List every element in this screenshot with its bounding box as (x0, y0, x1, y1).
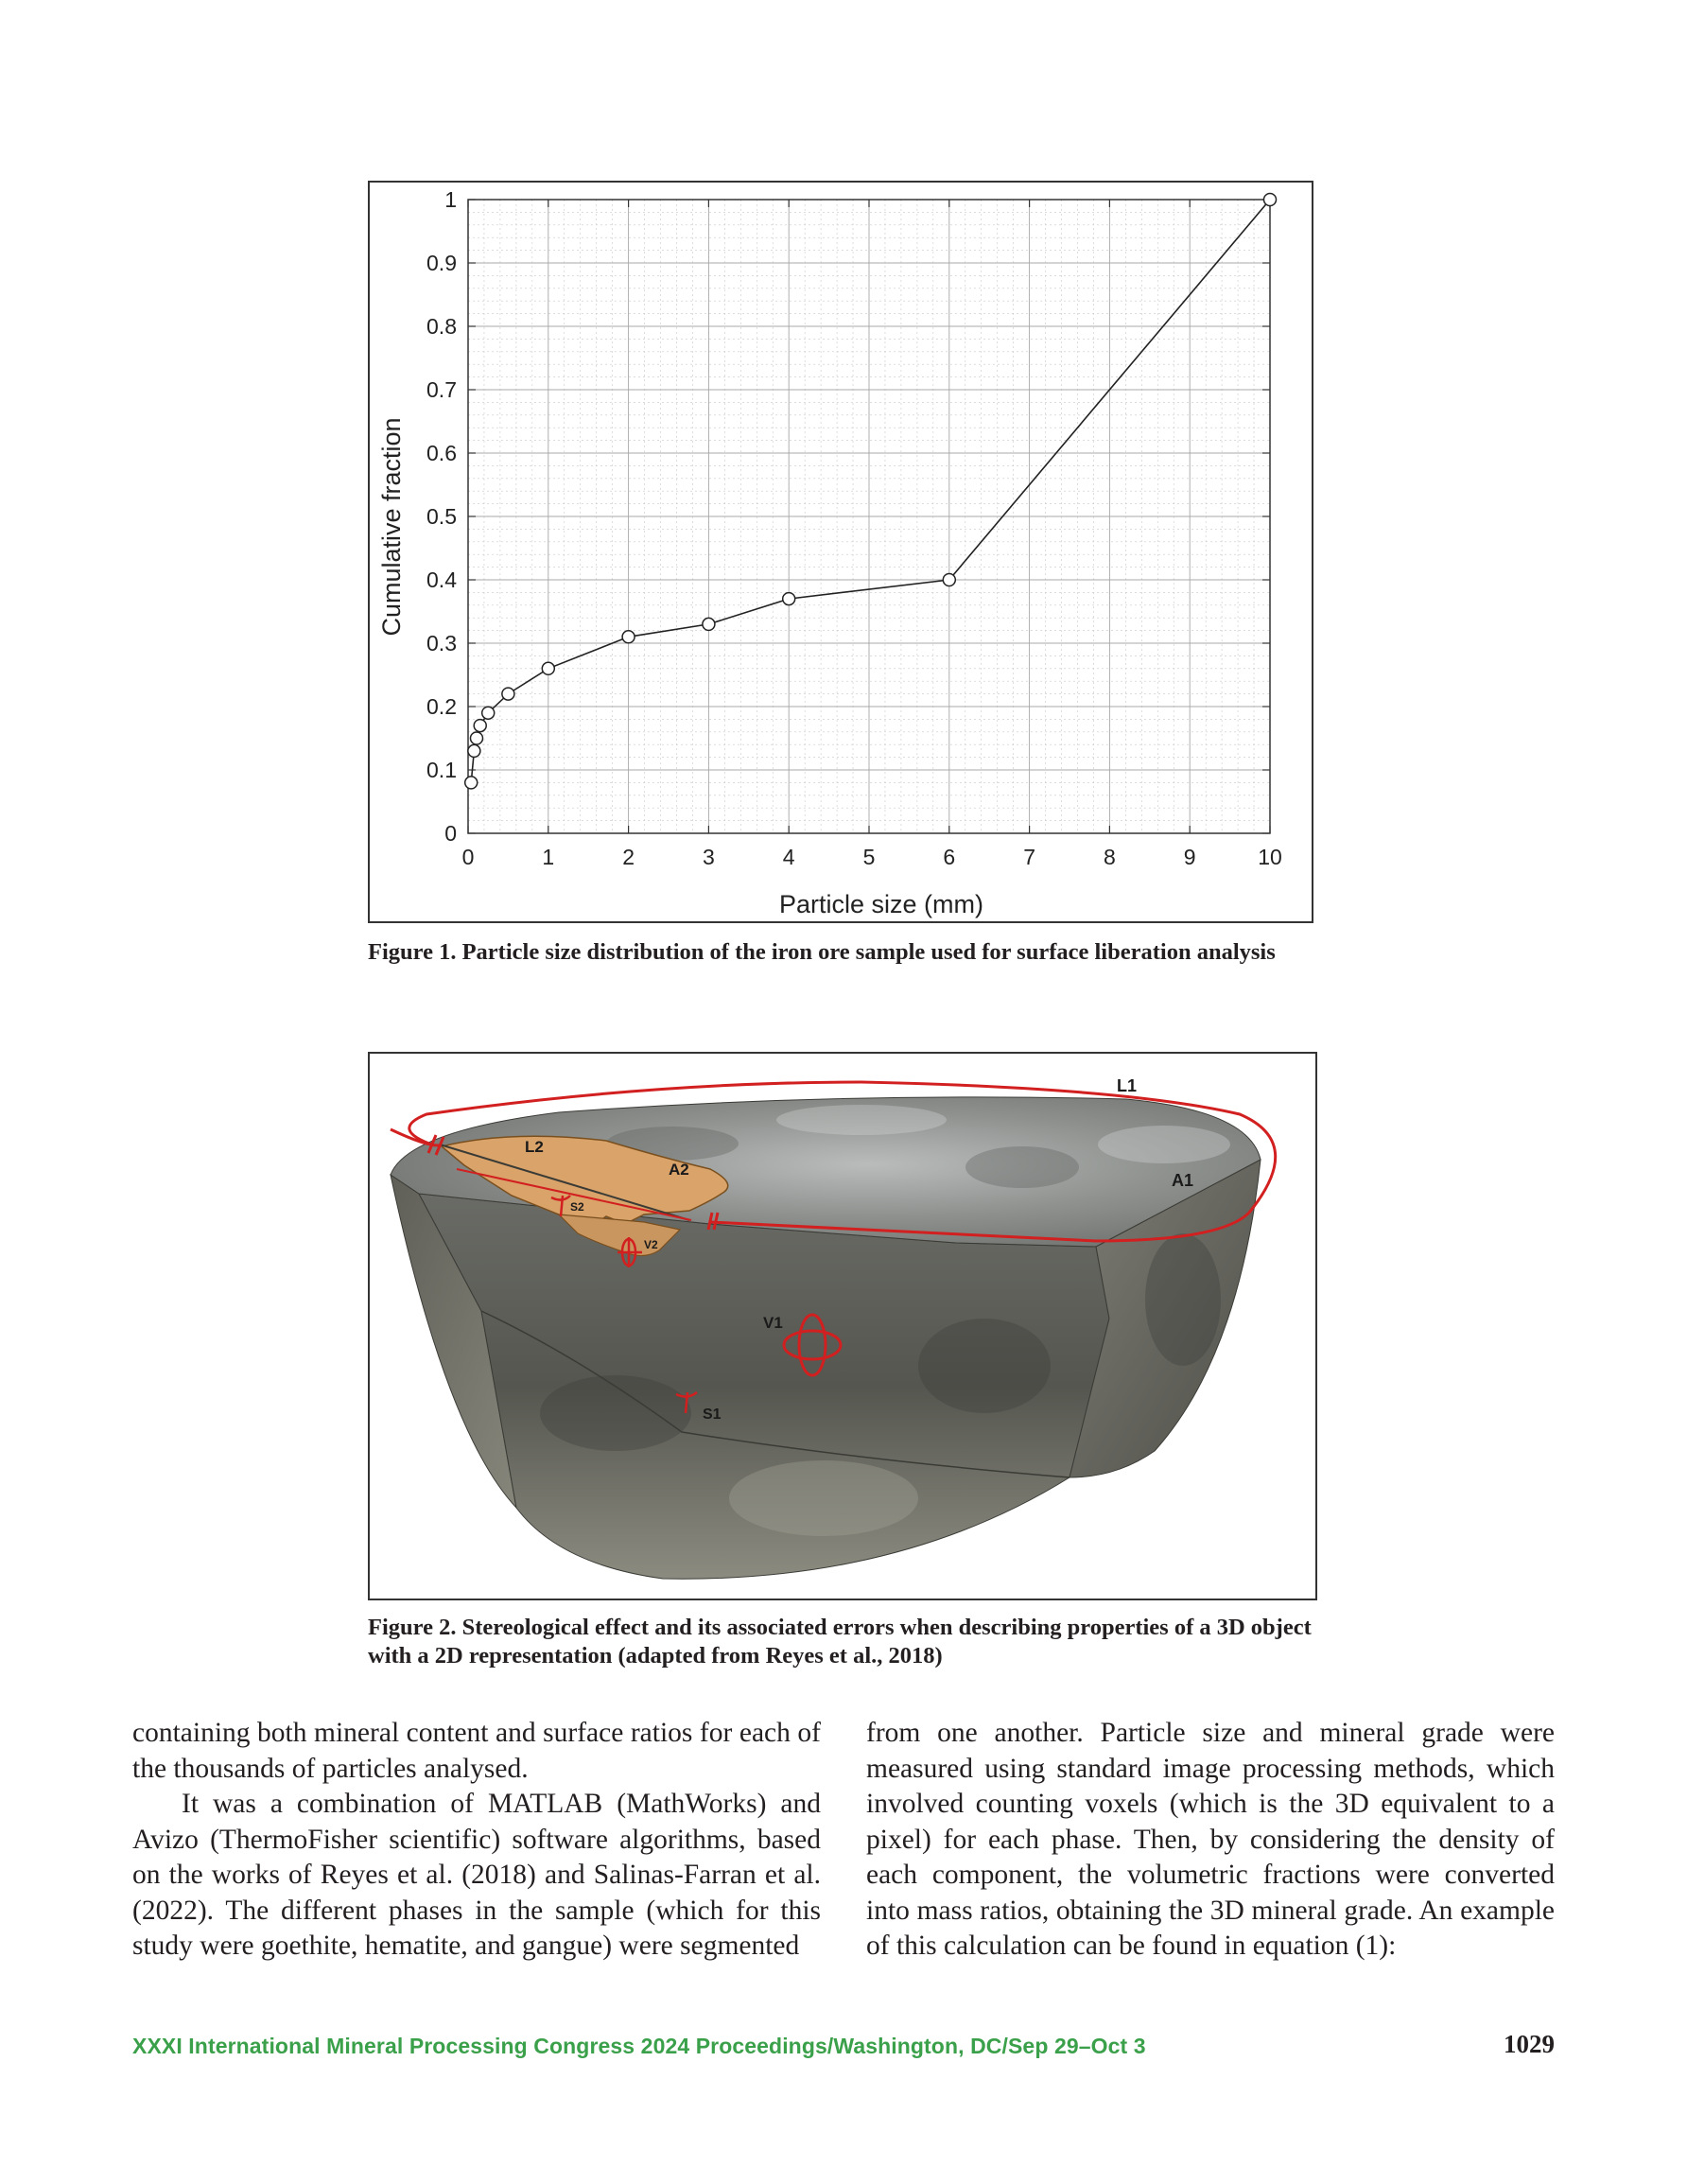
label-v2: V2 (644, 1238, 658, 1251)
data-point (468, 744, 480, 757)
x-tick-label: 8 (1104, 845, 1116, 869)
figure-2-illustration (368, 1052, 1317, 1600)
label-v1: V1 (763, 1314, 783, 1332)
data-point (470, 732, 482, 744)
figure-1-caption: Figure 1. Particle size distribution of the iron ore sample used for surface liberation analysis (368, 939, 1276, 965)
body-paragraph: containing both mineral content and surface ratios for each of the thousands of particles analysed. (132, 1718, 821, 1784)
y-tick-label: 0.6 (426, 441, 457, 465)
data-point (482, 707, 495, 719)
data-point (703, 618, 715, 630)
label-a2: A2 (669, 1161, 689, 1179)
footer-proceedings-title: XXXI International Mineral Processing Congress 2024 Proceedings/Washington, DC/Sep 29–Oct 3 (132, 2034, 1146, 2058)
y-tick-label: 0.1 (426, 758, 457, 782)
y-axis-label: Cumulative fraction (377, 417, 406, 637)
data-point (1264, 194, 1277, 206)
y-tick-label: 0.4 (426, 568, 457, 592)
x-tick-label: 6 (943, 845, 956, 869)
body-paragraph: from one another. Particle size and mineral grade were measured using standard image processing methods, which involved counting voxels (which is the 3D equivalent to a pixel) for each phase. Then, by considering the density of each component, the volumetric fractions were converted into mass ratios, obtaining the 3D mineral grade. An example of this calculation can be found in equation (1): (866, 1718, 1555, 1961)
y-tick-label: 0 (444, 821, 457, 846)
x-tick-label: 0 (461, 845, 475, 869)
y-tick-label: 0.2 (426, 694, 457, 719)
label-s1: S1 (703, 1406, 722, 1423)
body-left-column (132, 1716, 821, 1965)
data-point (465, 777, 478, 789)
x-tick-label: 5 (862, 845, 876, 869)
data-point (542, 662, 554, 674)
data-point (783, 593, 795, 605)
y-tick-label: 0.7 (426, 377, 457, 402)
y-tick-labels (426, 187, 457, 846)
data-point (622, 631, 635, 643)
y-tick-label: 0.8 (426, 314, 457, 339)
label-s2: S2 (570, 1200, 584, 1214)
chart-svg (370, 183, 1315, 925)
data-point (474, 720, 486, 732)
figure-2-caption: Figure 2. Stereological effect and its associated errors when describing properties of a 3D object with a 2D representation (adapted from Reyes et al., 2018) (368, 1615, 1312, 1669)
stereology-diagram (370, 1054, 1317, 1600)
x-tick-labels (462, 845, 1282, 869)
x-tick-label: 7 (1023, 845, 1035, 869)
x-tick-label: 3 (703, 845, 715, 869)
figure-1-chart (368, 181, 1313, 923)
y-tick-label: 0.9 (426, 251, 457, 275)
major-grid (468, 200, 1270, 833)
x-tick-label: 9 (1183, 845, 1196, 869)
label-l2: L2 (525, 1138, 544, 1156)
page-number: 1029 (1504, 2030, 1555, 2058)
x-axis-label: Particle size (mm) (778, 890, 984, 918)
data-point (943, 574, 955, 586)
data-point (502, 688, 514, 700)
x-tick-label: 2 (622, 845, 635, 869)
x-tick-label: 4 (782, 845, 795, 869)
label-l1: L1 (1117, 1076, 1138, 1095)
label-a1: A1 (1172, 1171, 1194, 1190)
body-paragraph: It was a combination of MATLAB (MathWorks) and Avizo (ThermoFisher scientific) software algorithms, based on the works of Reyes et al. (2018) and Salinas-Farran et al. (2022). The different phases in the sample (which for this study were goethite, hematite, and gangue) were segmented (132, 1789, 821, 1961)
y-tick-label: 0.3 (426, 631, 457, 655)
y-tick-label: 1 (444, 187, 457, 212)
x-tick-label: 10 (1258, 845, 1282, 869)
body-right-column (866, 1716, 1555, 1965)
y-tick-label: 0.5 (426, 504, 457, 529)
x-tick-label: 1 (542, 845, 555, 869)
